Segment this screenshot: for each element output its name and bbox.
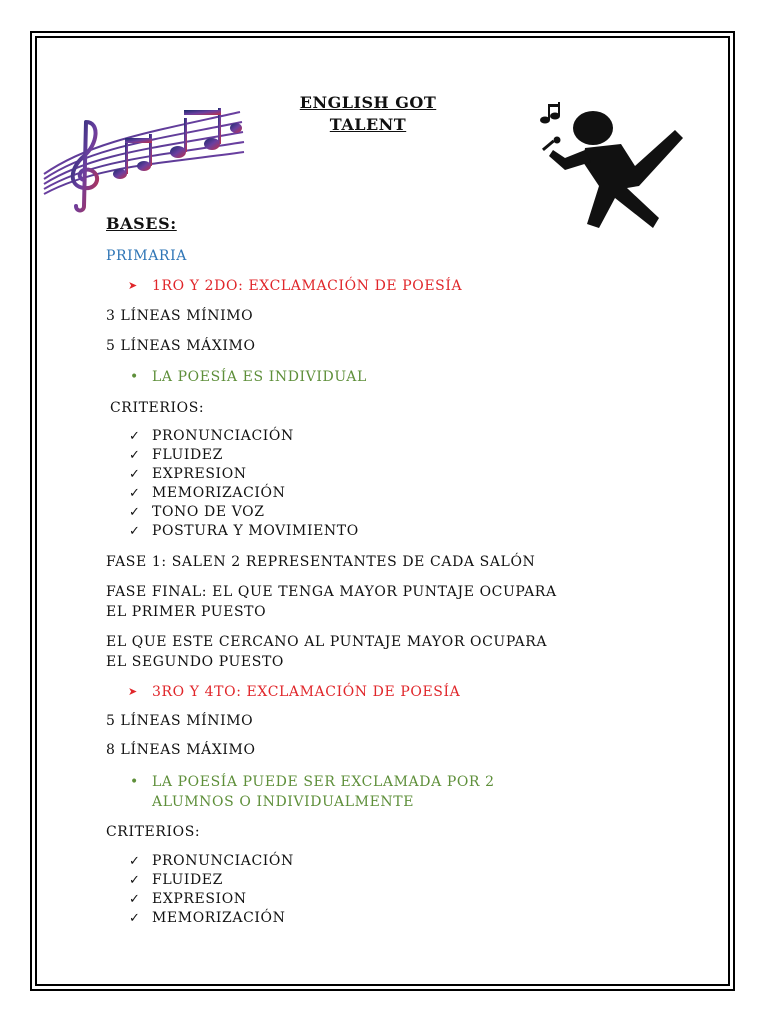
section2-criterio-2: FLUIDEZ (152, 872, 223, 888)
section1-criterio-2: FLUIDEZ (152, 447, 223, 463)
section2-note-line-1: LA POESÍA PUEDE SER EXCLAMADA POR 2 (152, 774, 495, 790)
section1-min-lines: 3 LÍNEAS MÍNIMO (106, 308, 254, 324)
checkmark-icon: ✓ (129, 505, 140, 520)
fase-final-line-1: FASE FINAL: EL QUE TENGA MAYOR PUNTAJE OCUPARA (106, 584, 557, 600)
section2-min-lines: 5 LÍNEAS MÍNIMO (106, 713, 254, 729)
music-notes-icon (40, 82, 245, 214)
checkmark-icon: ✓ (129, 524, 140, 539)
section2-title: 3RO Y 4TO: EXCLAMACIÓN DE POESÍA (152, 684, 461, 700)
section2-criterio-4: MEMORIZACIÓN (152, 910, 286, 926)
section1-criterio-6: POSTURA Y MOVIMIENTO (152, 523, 359, 539)
section1-criterio-1: PRONUNCIACIÓN (152, 428, 294, 444)
title-line-2: TALENT (329, 115, 407, 134)
segundo-puesto-line-1: EL QUE ESTE CERCANO AL PUNTAJE MAYOR OCUPARA (106, 634, 548, 650)
segundo-puesto-line-2: EL SEGUNDO PUESTO (106, 654, 284, 670)
checkmark-icon: ✓ (129, 467, 140, 482)
dot-bullet-icon: • (130, 369, 139, 385)
checkmark-icon: ✓ (129, 429, 140, 444)
section2-criterio-1: PRONUNCIACIÓN (152, 853, 294, 869)
primaria-label: PRIMARIA (106, 248, 187, 264)
checkmark-icon: ✓ (129, 873, 140, 888)
section2-criterio-3: EXPRESION (152, 891, 247, 907)
section1-criterio-4: MEMORIZACIÓN (152, 485, 286, 501)
bases-heading: BASES: (106, 214, 177, 233)
arrow-bullet-icon: ➤ (128, 685, 138, 698)
singer-silhouette-icon (535, 100, 695, 240)
section1-title: 1RO Y 2DO: EXCLAMACIÓN DE POESÍA (152, 278, 463, 294)
section1-criterio-5: TONO DE VOZ (152, 504, 265, 520)
fase1-text: FASE 1: SALEN 2 REPRESENTANTES DE CADA SALÓN (106, 554, 536, 570)
dot-bullet-icon: • (130, 774, 139, 790)
section1-note: LA POESÍA ES INDIVIDUAL (152, 369, 367, 385)
checkmark-icon: ✓ (129, 911, 140, 926)
checkmark-icon: ✓ (129, 892, 140, 907)
section2-note-line-2: ALUMNOS O INDIVIDUALMENTE (152, 794, 415, 810)
fase-final-line-2: EL PRIMER PUESTO (106, 604, 267, 620)
section1-criterios: CRITERIOS: (110, 400, 205, 416)
checkmark-icon: ✓ (129, 486, 140, 501)
arrow-bullet-icon: ➤ (128, 279, 138, 292)
checkmark-icon: ✓ (129, 448, 140, 463)
section2-criterios: CRITERIOS: (106, 824, 201, 840)
checkmark-icon: ✓ (129, 854, 140, 869)
title-line-1: ENGLISH GOT (299, 93, 437, 112)
section2-max-lines: 8 LÍNEAS MÁXIMO (106, 742, 256, 758)
document-title (268, 92, 468, 136)
section1-criterio-3: EXPRESION (152, 466, 247, 482)
section1-max-lines: 5 LÍNEAS MÁXIMO (106, 338, 256, 354)
